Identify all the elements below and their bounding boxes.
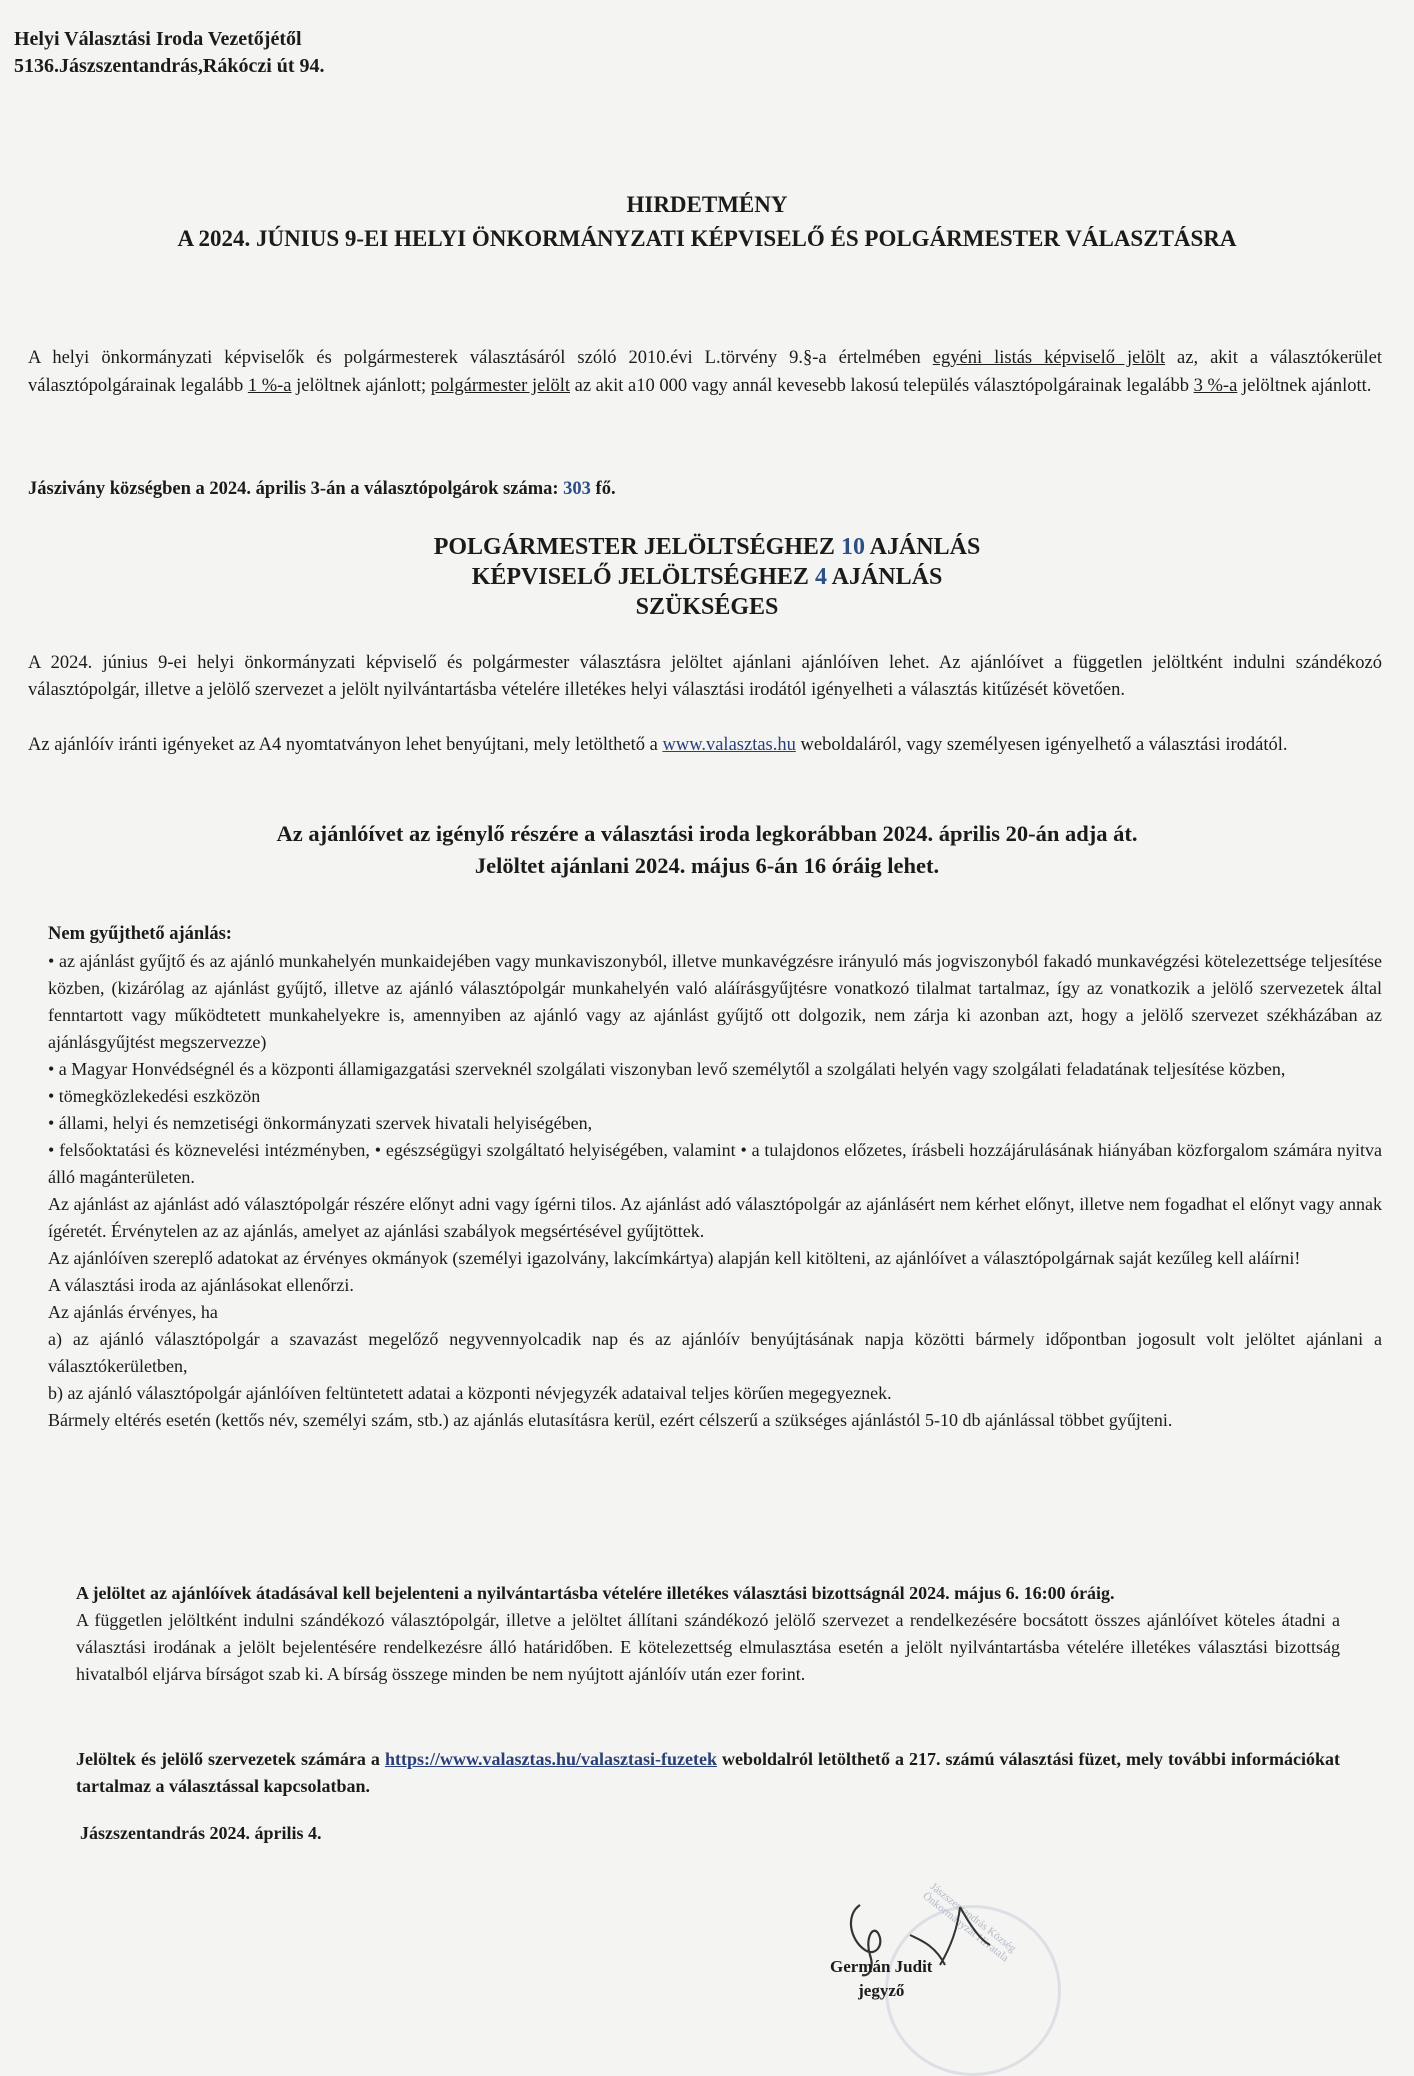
intro-underline-2: 1 %-a bbox=[247, 376, 292, 396]
rules-heading: Nem gyűjthető ajánlás: bbox=[48, 924, 232, 944]
rules-list bbox=[48, 948, 1382, 1434]
info-paragraph: Jelöltek és jelölő szervezetek számára a https://www.valasztas.hu/valasztasi-fuzetek weboldalról letölthető a 217. számú választási füzet, mely további információkat tartalmaz a választással kapcsolatban. bbox=[76, 1749, 1340, 1796]
requirements-block bbox=[0, 532, 1414, 622]
issuer-header bbox=[14, 26, 325, 80]
intro-text-3: jelöltnek ajánlott; bbox=[291, 376, 431, 396]
valasztas-link[interactable]: www.valasztas.hu bbox=[662, 735, 796, 755]
voter-count-unit: fő. bbox=[590, 479, 616, 499]
deadline-block bbox=[76, 1580, 1340, 1688]
intro-text-5: jelöltnek ajánlott. bbox=[1237, 376, 1372, 396]
requirement-needed: SZÜKSÉGES bbox=[635, 594, 779, 620]
issuer-name: Helyi Választási Iroda Vezetőjétől bbox=[14, 28, 302, 50]
intro-underline-3: polgármester jelölt bbox=[430, 376, 570, 396]
document-subtitle: A 2024. JÚNIUS 9-EI HELYI ÖNKORMÁNYZATI KÉPVISELŐ ÉS POLGÁRMESTER VÁLASZTÁSRA bbox=[177, 226, 1237, 251]
rule-bullet-2: • a Magyar Honvédségnél és a központi államigazgatási szerveknél szolgálati viszonyban levő személytől a szolgálati helyén vagy szolgálati feladatának teljesítése közben, bbox=[48, 1059, 1286, 1079]
rule-bullet-4: • állami, helyi és nemzetiségi önkormányzati szervek hivatali helyiségében, bbox=[48, 1113, 593, 1133]
dates-line-2: Jelöltet ajánlani 2024. május 6-án 16 óráig lehet. bbox=[474, 853, 940, 878]
voter-count-line bbox=[28, 475, 1382, 503]
signatory-role: jegyző bbox=[858, 1981, 905, 2000]
intro-text-2: az, akit a választókerület választópolgárainak legalább bbox=[28, 348, 1383, 396]
fuzetek-link[interactable]: https://www.valasztas.hu/valasztasi-fuzetek bbox=[384, 1749, 717, 1769]
place-date: Jászszentandrás 2024. április 4. bbox=[80, 1823, 322, 1843]
voter-count-value: 303 bbox=[563, 479, 591, 499]
deadline-text: A független jelöltként indulni szándékozó választópolgár, illetve a jelöltet állítani szándékozó jelölő szervezet a rendelkezésére bocsátott összes ajánlóívet köteles átadni a választási irodának a jelölt bejelentésére rendelkezésre álló határidőben. E kötelezettség elmulasztása esetén a jelölt nyilvántartásba vételére illetékes választási bizottság hivatalból eljárva bírságot szab ki. A bírság összege minden be nem nyújtott ajánlóív után ezer forint. bbox=[76, 1610, 1340, 1684]
requirement-rep-count: 4 bbox=[814, 564, 827, 590]
deadline-bold: A jelöltet az ajánlóívek átadásával kell bejelenteni a nyilvántartásba vételére illetékes választási bizottságnál 2024. május 6. 16:00 óráig. bbox=[76, 1583, 1115, 1603]
rule-paragraph-6: b) az ajánló választópolgár ajánlóíven feltüntetett adatai a központi névjegyzék adataival teljes körűen megegyeznek. bbox=[48, 1383, 892, 1403]
document-title: HIRDETMÉNY bbox=[626, 192, 788, 217]
intro-underline-4: 3 %-a bbox=[1193, 376, 1238, 396]
rule-bullet-3: • tömegközlekedési eszközön bbox=[48, 1086, 261, 1106]
intro-text-1: A helyi önkormányzati képviselők és polgármesterek választásáról szóló 2010.évi L.törvény 9.§-a értelmében bbox=[28, 348, 933, 368]
rule-paragraph-3: A választási iroda az ajánlásokat ellenőrzi. bbox=[48, 1275, 354, 1295]
rule-paragraph-1: Az ajánlást az ajánlást adó választópolgár részére előnyt adni vagy ígérni tilos. Az ajánlást adó választópolgár az ajánlásért nem kérhet előnyt, illetve nem fogadhat el előnyt vagy annak ígéretét. Érvénytelen az az ajánlás, amelyet az ajánlási szabályok megsértésével gyűjtöttek. bbox=[48, 1194, 1382, 1241]
stamp-text: Jászszentandrás Község Önkormányzat Hivatala bbox=[920, 1880, 1019, 1965]
voter-count-label: Jászivány községben a 2024. április 3-án a választópolgárok száma: bbox=[28, 479, 564, 499]
dates-block bbox=[0, 818, 1414, 882]
issuer-address: 5136.Jászszentandrás,Rákóczi út 94. bbox=[14, 55, 325, 77]
rule-bullet-5: • felsőoktatási és köznevelési intézményben, • egészségügyi szolgáltató helyiségében, valamint • a tulajdonos előzetes, írásbeli hozzájárulásának hiányában közforgalom számára nyitva álló magánterületen. bbox=[48, 1140, 1382, 1187]
rule-paragraph-2: Az ajánlóíven szereplő adatokat az érvényes okmányok (személyi igazolvány, lakcímkártya) alapján kell kitölteni, az ajánlóívet a választópolgárnak saját kezűleg kell aláírni! bbox=[48, 1248, 1301, 1268]
requirement-rep: KÉPVISELŐ JELÖLTSÉGHEZ 4 AJÁNLÁS bbox=[471, 564, 943, 590]
rule-paragraph-4: Az ajánlás érvényes, ha bbox=[48, 1302, 218, 1322]
rule-paragraph-7: Bármely eltérés esetén (kettős név, személyi szám, stb.) az ajánlás elutasításra kerül, ezért célszerű a szükséges ajánlástól 5-10 db ajánlással többet gyűjteni. bbox=[48, 1410, 1173, 1430]
intro-text-4: az akit a10 000 vagy annál kevesebb lakosú település választópolgárainak legalább bbox=[570, 376, 1194, 396]
body-paragraph-2: Az ajánlóív iránti igényeket az A4 nyomtatványon lehet benyújtani, mely letölthető a www.valasztas.hu weboldaláról, vagy személyesen igényelhető a választási irodától. bbox=[28, 735, 1288, 755]
intro-underline-1: egyéni listás képviselő jelölt bbox=[932, 348, 1166, 368]
intro-paragraph bbox=[28, 344, 1382, 400]
rule-bullet-1: • az ajánlást gyűjtő és az ajánló munkahelyén munkaidejében vagy munkaviszonyból, illetve munkavégzésre irányuló más jogviszonyból fakadó munkavégzési kötelezettsége teljesítése közben, (kizárólag az ajánlást gyűjtő, illetve az ajánló választópolgár munkahelyén való aláírásgyűjtésre vonatkozó tilalmat tartalmaz, így az vonatkozik a jelölő szervezetek által fenntartott vagy működtetett munkahelyekre is, amennyiben az ajánló vagy az ajánlást gyűjtő ott dolgozik, nem zárja ki azonban azt, hogy a jelölő szervezet székházában az ajánlásgyűjtést megszervezze) bbox=[48, 951, 1382, 1052]
signatory-name: Germán Judit bbox=[830, 1957, 933, 1976]
requirement-mayor: POLGÁRMESTER JELÖLTSÉGHEZ 10 AJÁNLÁS bbox=[433, 534, 981, 560]
rule-paragraph-5: a) az ajánló választópolgár a szavazást megelőző negyvennyolcadik nap és az ajánlóív benyújtásának napja közötti bármely időpontban jogosult volt jelöltet ajánlani a választókerületben, bbox=[48, 1329, 1382, 1376]
signature-block bbox=[830, 1955, 932, 2003]
body-paragraph-1: A 2024. június 9-ei helyi önkormányzati képviselő és polgármester választásra jelöltet ajánlani ajánlóíven lehet. Az ajánlóívet a független jelöltként indulni szándékozó választópolgár, illetve a jelölő szervezet a jelölt nyilvántartásba vételére illetékes helyi választási irodától igényelheti a választás kitűzését követően. bbox=[28, 653, 1382, 700]
requirement-mayor-count: 10 bbox=[840, 534, 865, 560]
dates-line-1: Az ajánlóívet az igénylő részére a választási iroda legkorábban 2024. április 20-án adja át. bbox=[276, 821, 1138, 846]
